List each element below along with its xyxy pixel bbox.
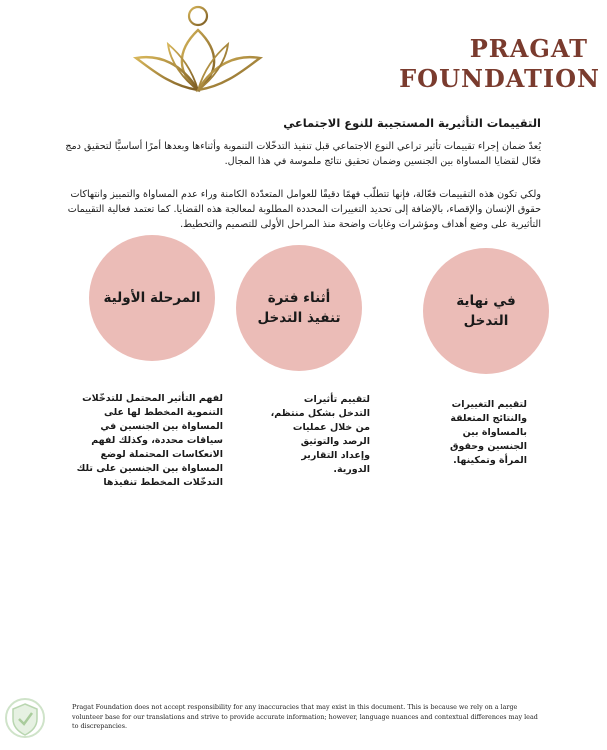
stage-circle-during	[236, 245, 362, 371]
stage-circle-end	[423, 248, 549, 374]
disclaimer-text: Pragat Foundation does not accept responsibility for any inaccuracies that may exist in this document. This is because we rely on a large volunteer base for our translations and strive to provide accurate information; however, language nuances and contextual differences may lead to discrepancies.	[72, 703, 538, 730]
stage-description-end: لتقييم التغييرات والنتائج المتعلقة بالمساواة بين الجنسين وحقوق المرأة وتمكينها.	[450, 399, 527, 466]
document-heading: التقييمات التأثيرية المستجيبة للنوع الاجتماعي	[283, 116, 541, 130]
stage-title: أثناء فترة تنفيذ التدخل	[257, 290, 341, 326]
foundation-logo	[130, 4, 600, 96]
stage-description-during: لتقييم تأثيرات التدخل بشكل منتظم، من خلال عمليات الرصد والتوثيق وإعداد التقارير الدورية.	[270, 394, 370, 475]
intro-paragraph: يُعدّ ضمان إجراء تقييمات تأثير تراعي النوع الاجتماعي قبل تنفيذ التدخّلات التنموية وأثناءها وبعدها أمرًا أساسيًّا لتحقيق دمج فعّال لقضايا المساواة بين الجنسين وضمان تحقيق نتائج ملموسة في هذا المجال.	[65, 141, 541, 167]
brand-line1: PRAGAT	[469, 34, 588, 63]
stage-description-initial: لفهم التأثير المحتمل للتدخّلات التنموية المخطط لها على المساواة بين الجنسين في سياقات محددة، وكذلك لفهم الانعكاسات المحتملة لوضع المساواة بين الجنسين على تلك التدخّلات المخطط تنفيذها	[76, 393, 223, 488]
stage-title: في نهاية التدخل	[456, 293, 516, 329]
requirements-paragraph: ولكي تكون هذه التقييمات فعّالة، فإنها تتطلّب فهمًا دقيقًا للعوامل المتعدّدة الكامنة وراء عدم المساواة والتمييز وانتهاكات حقوق الإنسان والإقصاء، بالإضافة إلى تحديد التغييرات المحددة المطلوبة لمعالجة هذه القضايا. كما تعتمد فعالية التقييمات التأثيرية على وضع أهداف ومؤشرات وغايات واضحة منذ المراحل الأولى للتصميم والتخطيط.	[67, 189, 541, 230]
shield-check-watermark-icon	[4, 696, 46, 742]
stage-title: المرحلة الأولية	[103, 290, 201, 306]
stage-circle-initial	[89, 235, 215, 361]
brand-line2: FOUNDATION	[399, 64, 600, 93]
